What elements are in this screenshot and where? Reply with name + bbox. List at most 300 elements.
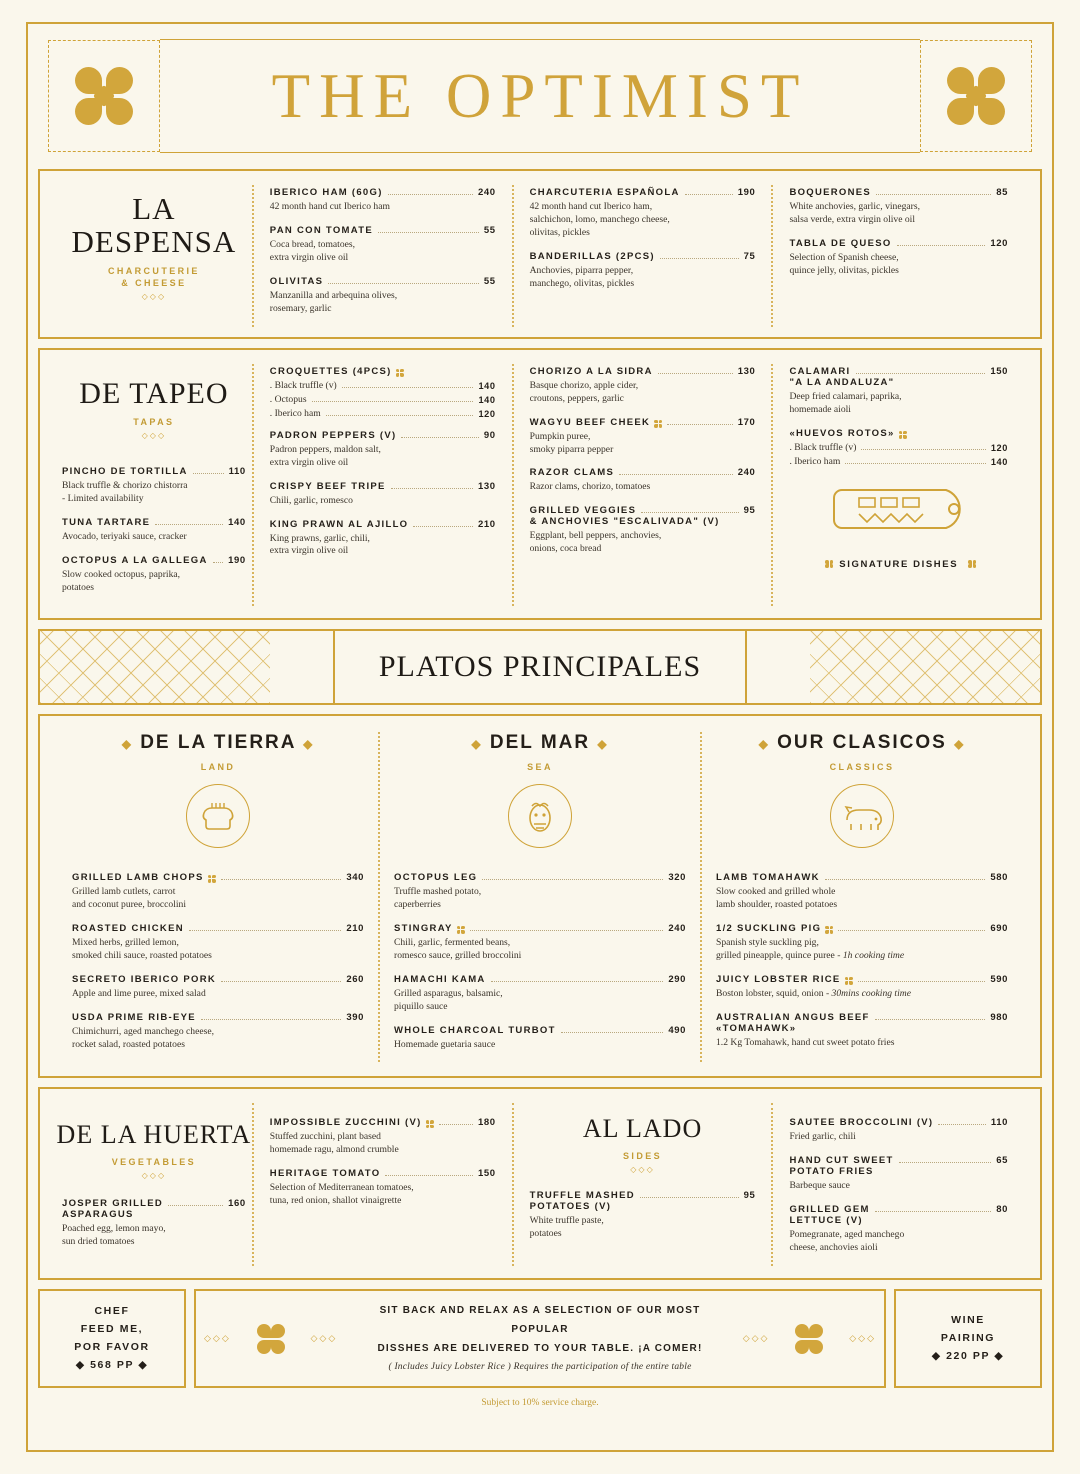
footer-line-2: DISSHES ARE DELIVERED TO YOUR TABLE. ¡A COMER!: [377, 1343, 703, 1355]
menu-item-description: Stuffed zucchini, plant based homemade ragu, almond crumble: [269, 1131, 399, 1156]
menu-item-description: Grilled asparagus, balsamic, piquillo sauce: [394, 987, 503, 1012]
menu-item-description: Chili, garlic, romesco: [269, 494, 353, 506]
platos-principales-banner: [38, 629, 1042, 705]
menu-item[interactable]: [62, 1198, 246, 1249]
menu-item-description: Coca bread, tomatoes, extra virgin olive oil: [269, 238, 356, 263]
menu-item[interactable]: [270, 187, 496, 214]
menu-item-description: 42 month hand cut Iberico ham: [269, 201, 390, 212]
menu-item-header: [716, 1012, 1008, 1023]
wine-price: 220 PP: [946, 1349, 990, 1362]
menu-item[interactable]: [62, 517, 246, 544]
leader-dots: [193, 472, 224, 474]
leader-dots: [875, 1018, 986, 1020]
de-tapeo-heading: [56, 364, 252, 606]
menu-item-name: HAND CUT SWEET: [789, 1155, 894, 1167]
menu-item[interactable]: [789, 238, 1008, 278]
diamond-divider-icon: ◇◇◇: [204, 1333, 231, 1344]
menu-subitem-name: . Iberico ham: [789, 455, 841, 467]
menu-item-header: [716, 872, 1008, 883]
leader-dots: [897, 244, 986, 246]
heading-title: DE LA HUERTA: [56, 1120, 252, 1150]
leader-dots: [856, 372, 986, 374]
menu-item-price: 90: [483, 429, 496, 441]
menu-item-description: Fried garlic, chili: [789, 1131, 856, 1143]
menu-item-price: 55: [483, 275, 496, 287]
menu-subitem[interactable]: [789, 456, 1008, 467]
pattern-right: [810, 631, 1040, 703]
menu-item-header: [530, 187, 756, 198]
menu-item-description: Slow cooked octopus, paprika, potatoes: [62, 569, 181, 593]
menu-item-header: [789, 366, 1008, 377]
leader-dots: [482, 878, 663, 880]
leader-dots: [861, 448, 985, 450]
menu-item-header: [394, 974, 686, 985]
leader-dots: [658, 372, 733, 374]
menu-item-name: HERITAGE TOMATO: [269, 1168, 381, 1180]
flower-icon: [654, 420, 662, 428]
leader-dots: [409, 373, 491, 374]
mains-column-2: [380, 732, 700, 1063]
menu-item-price: 260: [346, 973, 364, 985]
menu-item-name: BOQUERONES: [789, 187, 872, 198]
menu-item-name: TRUFFLE MASHED: [529, 1189, 635, 1201]
rosette-left: [48, 40, 160, 152]
menu-item-price: 150: [990, 365, 1008, 377]
despensa-col-1: [254, 185, 512, 327]
flower-icon: [426, 1120, 434, 1128]
la-despensa-heading: [56, 185, 252, 327]
diamond-divider-icon: ◇◇◇: [849, 1333, 876, 1344]
menu-item[interactable]: [394, 974, 686, 1014]
menu-item[interactable]: [394, 1025, 686, 1052]
heading-sub1: CHARCUTERIE: [107, 266, 200, 277]
diamond-divider-icon: ◇◇◇: [141, 431, 167, 441]
menu-item-description: Anchovies, piparra pepper, manchego, olivitas, pickles: [529, 264, 635, 289]
menu-item-name: SECRETO IBERICO PORK: [72, 973, 217, 985]
mains-heading: [716, 732, 1008, 848]
menu-item-name: USDA PRIME RIB-EYE: [72, 1011, 196, 1023]
menu-item[interactable]: [716, 872, 1008, 912]
menu-item[interactable]: [72, 974, 364, 1001]
mains-heading: [394, 732, 686, 848]
menu-item-name: STINGRAY: [394, 922, 453, 934]
menu-item-price: 340: [346, 871, 364, 883]
menu-item-description: Truffle mashed potato, caperberries: [394, 885, 482, 910]
menu-item-description: Basque chorizo, apple cider, croutons, peppers, garlic: [529, 379, 639, 404]
menu-item-price: 580: [990, 871, 1008, 883]
menu-item-name: OCTOPUS A LA GALLEGA: [62, 555, 208, 566]
menu-item-description: Pumpkin puree, smoky piparra pepper: [529, 430, 614, 455]
al-lado-heading: [514, 1103, 772, 1266]
menu-item-price: 95: [743, 505, 756, 517]
menu-subitem[interactable]: [270, 380, 496, 391]
menu-item[interactable]: [72, 1012, 364, 1052]
leader-dots: [491, 980, 664, 982]
flower-icon: [208, 875, 216, 883]
menu-item-name: KING PRAWN AL AJILLO: [269, 518, 409, 530]
menu-item-header: [530, 1190, 756, 1201]
menu-item-price: 130: [477, 480, 496, 492]
menu-item-description: Grilled lamb cutlets, carrot and coconut puree, broccolini: [72, 885, 187, 910]
menu-item-header: [530, 505, 756, 516]
menu-item-name: HAMACHI KAMA: [394, 973, 486, 985]
footer-note: ( Includes Juicy Lobster Rice ) Requires the participation of the entire table: [388, 1362, 692, 1373]
menu-item-name: CRISPY BEEF TRIPE: [269, 480, 386, 492]
menu-item-header: [789, 1155, 1008, 1166]
menu-item-price: 140: [228, 517, 246, 529]
menu-item[interactable]: [789, 1155, 1008, 1193]
menu-item[interactable]: [72, 923, 364, 963]
menu-item-header-2: [789, 1166, 1008, 1177]
menu-item-name: TUNA TARTARE: [62, 517, 151, 529]
menu-item[interactable]: [789, 366, 1008, 417]
menu-item-price: 130: [737, 365, 756, 377]
menu-item-name-2: POTATO FRIES: [789, 1166, 874, 1178]
flower-icon: [75, 67, 133, 125]
menu-item-header: [270, 187, 496, 198]
menu-item[interactable]: [530, 505, 756, 556]
huerta-heading: [56, 1103, 252, 1266]
menu-item-header: [270, 366, 496, 377]
menu-item[interactable]: [716, 923, 1008, 963]
menu-item[interactable]: [789, 1117, 1008, 1144]
despensa-col-3: [773, 185, 1024, 327]
menu-item[interactable]: [270, 366, 496, 419]
menu-item-name: 1/2 SUCKLING PIG: [716, 922, 822, 934]
menu-item-header: [270, 225, 496, 236]
rosette-right: [920, 40, 1032, 152]
leader-dots: [328, 282, 479, 284]
cutting-board-icon: [789, 478, 1008, 545]
menu-item[interactable]: [62, 466, 246, 506]
menu-item-header: [530, 251, 756, 262]
menu-item-description: Pomegranate, aged manchego cheese, anchovies aioli: [789, 1229, 905, 1254]
leader-dots: [660, 257, 739, 259]
menu-subitem[interactable]: [270, 408, 496, 419]
menu-item[interactable]: [530, 251, 756, 291]
menu-item-header: [270, 1117, 496, 1128]
menu-item[interactable]: [716, 974, 1008, 1001]
menu-item-description: Spanish style suckling pig, grilled pineapple, quince puree - 1h cooking time: [716, 936, 905, 961]
leader-dots: [385, 1174, 473, 1176]
menu-item-name-2: POTATOES (V): [529, 1200, 612, 1212]
section-de-la-huerta: [38, 1087, 1042, 1280]
menu-item-description: Boston lobster, squid, onion - 30mins cooking time: [716, 987, 911, 999]
menu-item-header: [789, 428, 1008, 439]
tapeo-col-2: [514, 364, 772, 606]
menu-item-name: ROASTED CHICKEN: [72, 922, 184, 934]
heading-sub: SIDES: [623, 1150, 663, 1161]
menu-subitem-price: 120: [478, 408, 496, 419]
menu-item-price: 240: [737, 467, 756, 479]
leader-dots: [667, 423, 733, 425]
menu-item[interactable]: [270, 519, 496, 559]
pig-icon: [830, 784, 894, 848]
menu-item-name: PINCHO DE TORTILLA: [62, 466, 188, 478]
diamond-divider-icon: ◇◇◇: [141, 292, 167, 302]
heading-line1: LA: [132, 191, 176, 226]
leader-dots: [312, 400, 474, 402]
menu-item-description: Homemade guetaria sauce: [394, 1038, 496, 1050]
menu-item-header-2: [530, 516, 756, 527]
menu-item-price: 75: [743, 250, 756, 262]
menu-footer: [38, 1289, 1042, 1388]
mains-column-1: [58, 732, 378, 1063]
menu-item-header: [789, 187, 1008, 198]
leader-dots: [845, 462, 986, 464]
leader-dots: [155, 523, 223, 525]
menu-item-header-2: [716, 1023, 1008, 1034]
menu-item-price: 55: [483, 224, 496, 236]
menu-item-name: CROQUETTES (4PCS): [269, 365, 392, 377]
menu-item-header: [716, 923, 1008, 934]
menu-subitem-price: 140: [478, 380, 496, 391]
menu-item-header: [62, 466, 246, 477]
diamond-divider-icon: ◇◇◇: [141, 1170, 167, 1180]
leader-dots: [413, 525, 473, 527]
menu-item-header: [530, 467, 756, 478]
leader-dots: [221, 980, 341, 982]
menu-item-price: 390: [346, 1011, 364, 1023]
menu-item-name: IMPOSSIBLE ZUCCHINI (V): [269, 1117, 422, 1129]
menu-item-name: JUICY LOBSTER RICE: [716, 973, 841, 985]
menu-item-description: 1.2 Kg Tomahawk, hand cut sweet potato fries: [716, 1036, 895, 1048]
flower-icon: [825, 560, 833, 568]
leader-dots: [640, 1196, 739, 1198]
leader-dots: [875, 1210, 991, 1212]
page-title: THE OPTIMIST: [271, 60, 809, 131]
heading-sub: TAPAS: [133, 417, 175, 428]
banner-title: PLATOS PRINCIPALES: [378, 649, 702, 683]
footer-line-1: SIT BACK AND RELAX AS A SELECTION OF OUR MOST POPULAR: [379, 1305, 701, 1336]
menu-item-header: [270, 430, 496, 441]
menu-item-header-2: [62, 1209, 246, 1220]
signature-dishes-note: [789, 559, 1008, 570]
fish-icon: [508, 784, 572, 848]
section-la-despensa: [38, 169, 1042, 339]
wine-line-2: PAIRING: [940, 1331, 996, 1344]
menu-item-name: GRILLED VEGGIES: [529, 505, 637, 517]
menu-item-description: Barbeque sauce: [789, 1180, 850, 1192]
leader-dots: [401, 436, 478, 438]
menu-item-header: [270, 519, 496, 530]
menu-item-price: 980: [990, 1011, 1008, 1023]
leader-dots: [213, 561, 223, 563]
menu-item-price: 170: [737, 416, 756, 428]
menu-item-description: Chili, garlic, fermented beans, romesco sauce, grilled broccolini: [394, 936, 522, 961]
leader-dots: [641, 511, 738, 513]
menu-item-header: [530, 417, 756, 428]
menu-item-price: 190: [228, 555, 246, 566]
flower-icon: [457, 926, 465, 934]
menu-item[interactable]: [270, 276, 496, 316]
menu-item-name: RAZOR CLAMS: [529, 467, 615, 479]
mains-title: ◆ DEL MAR ◆: [471, 731, 609, 753]
wine-line-1: WINE: [951, 1313, 985, 1326]
menu-item-price: 290: [668, 973, 686, 985]
menu-item-name-2: LETTUCE (V): [789, 1215, 863, 1227]
mains-heading: [72, 732, 364, 848]
menu-item-price: 240: [668, 922, 686, 934]
flower-icon: [825, 926, 833, 934]
menu-item-name: SAUTEE BROCCOLINI (V): [789, 1117, 934, 1129]
leader-dots: [899, 1161, 992, 1163]
menu-item[interactable]: [270, 430, 496, 470]
menu-item-name-2: ASPARAGUS: [62, 1208, 134, 1220]
menu-subitem-price: 120: [990, 442, 1008, 453]
leader-dots: [825, 878, 986, 880]
menu-item[interactable]: [270, 1168, 496, 1208]
flower-icon: [257, 1324, 285, 1354]
menu-item-price: 95: [743, 1189, 756, 1201]
menu-item-header: [789, 1117, 1008, 1128]
menu-item[interactable]: [530, 1190, 756, 1241]
menu-item-description: Avocado, teriyaki sauce, cracker: [62, 531, 187, 543]
menu-subitem-name: . Black truffle (v): [789, 441, 857, 453]
despensa-col-2: [514, 185, 772, 327]
menu-item[interactable]: [716, 1012, 1008, 1050]
menu-item-header-2: [530, 1201, 756, 1212]
section-platos-principales: [38, 714, 1042, 1079]
menu-item-name: CALAMARI: [789, 365, 851, 377]
menu-item-name: PAN CON TOMATE: [269, 224, 373, 236]
menu-item-description: Razor clams, chorizo, tomatoes: [529, 481, 651, 493]
menu-item-description: Apple and lime puree, mixed salad: [72, 987, 206, 999]
menu-item[interactable]: [789, 1204, 1008, 1255]
menu-item-description: Selection of Mediterranean tomatoes, tuna, red onion, shallot vinaigrette: [269, 1182, 414, 1207]
menu-item[interactable]: [789, 187, 1008, 227]
menu-item-price: 590: [990, 973, 1008, 985]
chef-line-3: POR FAVOR: [74, 1340, 150, 1353]
menu-item-header: [789, 238, 1008, 249]
menu-item-description: King prawns, garlic, chili, extra virgin olive oil: [269, 532, 370, 557]
menu-subitem-price: 140: [478, 394, 496, 405]
chef-tasting-description: [194, 1289, 886, 1388]
menu-item-name: OCTOPUS LEG: [394, 871, 478, 883]
leader-dots: [561, 1031, 664, 1033]
menu-header: [38, 32, 1042, 160]
menu-subitem[interactable]: [789, 442, 1008, 453]
leader-dots: [470, 929, 664, 931]
menu-item-header: [789, 1204, 1008, 1215]
mains-subtitle: SEA: [527, 761, 553, 772]
leader-dots: [201, 1018, 341, 1020]
menu-item-price: 240: [477, 187, 496, 198]
menu-item-header: [62, 1198, 246, 1209]
heading-sub2: & CHEESE: [121, 278, 187, 289]
menu-item-header: [72, 872, 364, 883]
menu-item-description: Padron peppers, maldon salt, extra virgin olive oil: [269, 443, 381, 468]
diamond-divider-icon: ◇◇◇: [742, 1333, 770, 1344]
menu-item-price: 110: [990, 1117, 1008, 1129]
menu-item-name: WHOLE CHARCOAL TURBOT: [394, 1024, 556, 1036]
huerta-col: [254, 1103, 512, 1266]
leader-dots: [838, 929, 985, 931]
menu-item[interactable]: [789, 428, 1008, 467]
menu-item-header: [270, 1168, 496, 1179]
mains-title: ◆ DE LA TIERRA ◆: [121, 731, 315, 753]
leader-dots: [912, 435, 1003, 436]
menu-item-header: [72, 974, 364, 985]
menu-item-header: [394, 872, 686, 883]
signature-label: SIGNATURE DISHES: [839, 558, 959, 570]
leader-dots: [858, 980, 986, 982]
chef-line-1: CHEF: [94, 1305, 130, 1318]
menu-item[interactable]: [72, 872, 364, 912]
menu-item-description: Poached egg, lemon mayo, sun dried tomatoes: [62, 1222, 166, 1247]
menu-item[interactable]: [394, 872, 686, 912]
menu-item-name: OLIVITAS: [269, 275, 324, 287]
leader-dots: [619, 473, 733, 475]
menu-item-price: 80: [996, 1204, 1008, 1216]
menu-item-description: White truffle paste, potatoes: [529, 1214, 604, 1239]
menu-item-name: GRILLED LAMB CHOPS: [72, 871, 204, 883]
menu-item-name: LAMB TOMAHAWK: [716, 871, 820, 883]
lamb-icon: [186, 784, 250, 848]
menu-item-header-2: [789, 1215, 1008, 1226]
menu-item[interactable]: [530, 366, 756, 406]
menu-item-header: [394, 1025, 686, 1036]
heading-title: AL LADO: [582, 1114, 703, 1144]
chef-line-2: FEED ME,: [80, 1322, 144, 1335]
menu-item-description: Selection of Spanish cheese, quince jelly, olivitas, pickles: [789, 251, 899, 276]
leader-dots: [326, 414, 474, 416]
menu-item-header: [394, 923, 686, 934]
tapeo-col-1: [254, 364, 512, 606]
menu-item-description: Manzanilla and arbequina olives, rosemary, garlic: [269, 289, 398, 314]
menu-subitem[interactable]: [270, 394, 496, 405]
menu-item-name: CHARCUTERIA ESPAÑOLA: [529, 187, 680, 198]
menu-subitem-name: . Iberico ham: [269, 407, 321, 419]
menu-item-header: [530, 366, 756, 377]
menu-item[interactable]: [530, 417, 756, 457]
menu-item-name-2: «TOMAHAWK»: [716, 1022, 797, 1034]
menu-item-header: [62, 517, 246, 528]
menu-item-name: CHORIZO A LA SIDRA: [529, 365, 653, 377]
menu-item-name: TABLA DE QUESO: [789, 237, 892, 249]
leader-dots: [439, 1123, 473, 1125]
heading-line2: DESPENSA: [71, 223, 237, 259]
flower-icon: [968, 560, 976, 568]
menu-item-price: 690: [990, 922, 1008, 934]
menu-item[interactable]: [270, 481, 496, 508]
menu-item-name: GRILLED GEM: [789, 1204, 870, 1216]
menu-item-header: [716, 974, 1008, 985]
menu-item-price: 490: [668, 1024, 686, 1036]
chef-feed-me-box[interactable]: CHEF FEED ME, POR FAVOR ◆ 568 PP ◆: [38, 1289, 186, 1388]
menu-item-description: White anchovies, garlic, vinegars, salsa verde, extra virgin olive oil: [789, 201, 920, 225]
menu-item[interactable]: [530, 187, 756, 240]
wine-pairing-box[interactable]: WINE PAIRING ◆ 220 PP ◆: [894, 1289, 1042, 1388]
menu-item-header: [72, 923, 364, 934]
menu-item-description: Black truffle & chorizo chistorra - Limited availability: [62, 480, 188, 505]
menu-item-name: JOSPER GRILLED: [62, 1197, 164, 1209]
menu-item[interactable]: [530, 467, 756, 494]
menu-item-name: IBERICO HAM (60G): [269, 187, 383, 198]
menu-item[interactable]: [62, 555, 246, 595]
menu-item-name: PADRON PEPPERS (V): [269, 429, 397, 441]
menu-item[interactable]: [270, 225, 496, 265]
brand-title-wrap: [160, 39, 920, 153]
leader-dots: [388, 193, 473, 195]
tapeo-col-3: [773, 364, 1024, 606]
menu-item-description: 42 month hand cut Iberico ham, salchichon, lomo, manchego cheese, olivitas, pickles: [529, 201, 670, 238]
menu-item-header: [270, 276, 496, 287]
menu-item-price: 190: [737, 187, 756, 198]
menu-item[interactable]: [270, 1117, 496, 1157]
menu-item[interactable]: [394, 923, 686, 963]
mains-subtitle: LAND: [200, 761, 236, 772]
